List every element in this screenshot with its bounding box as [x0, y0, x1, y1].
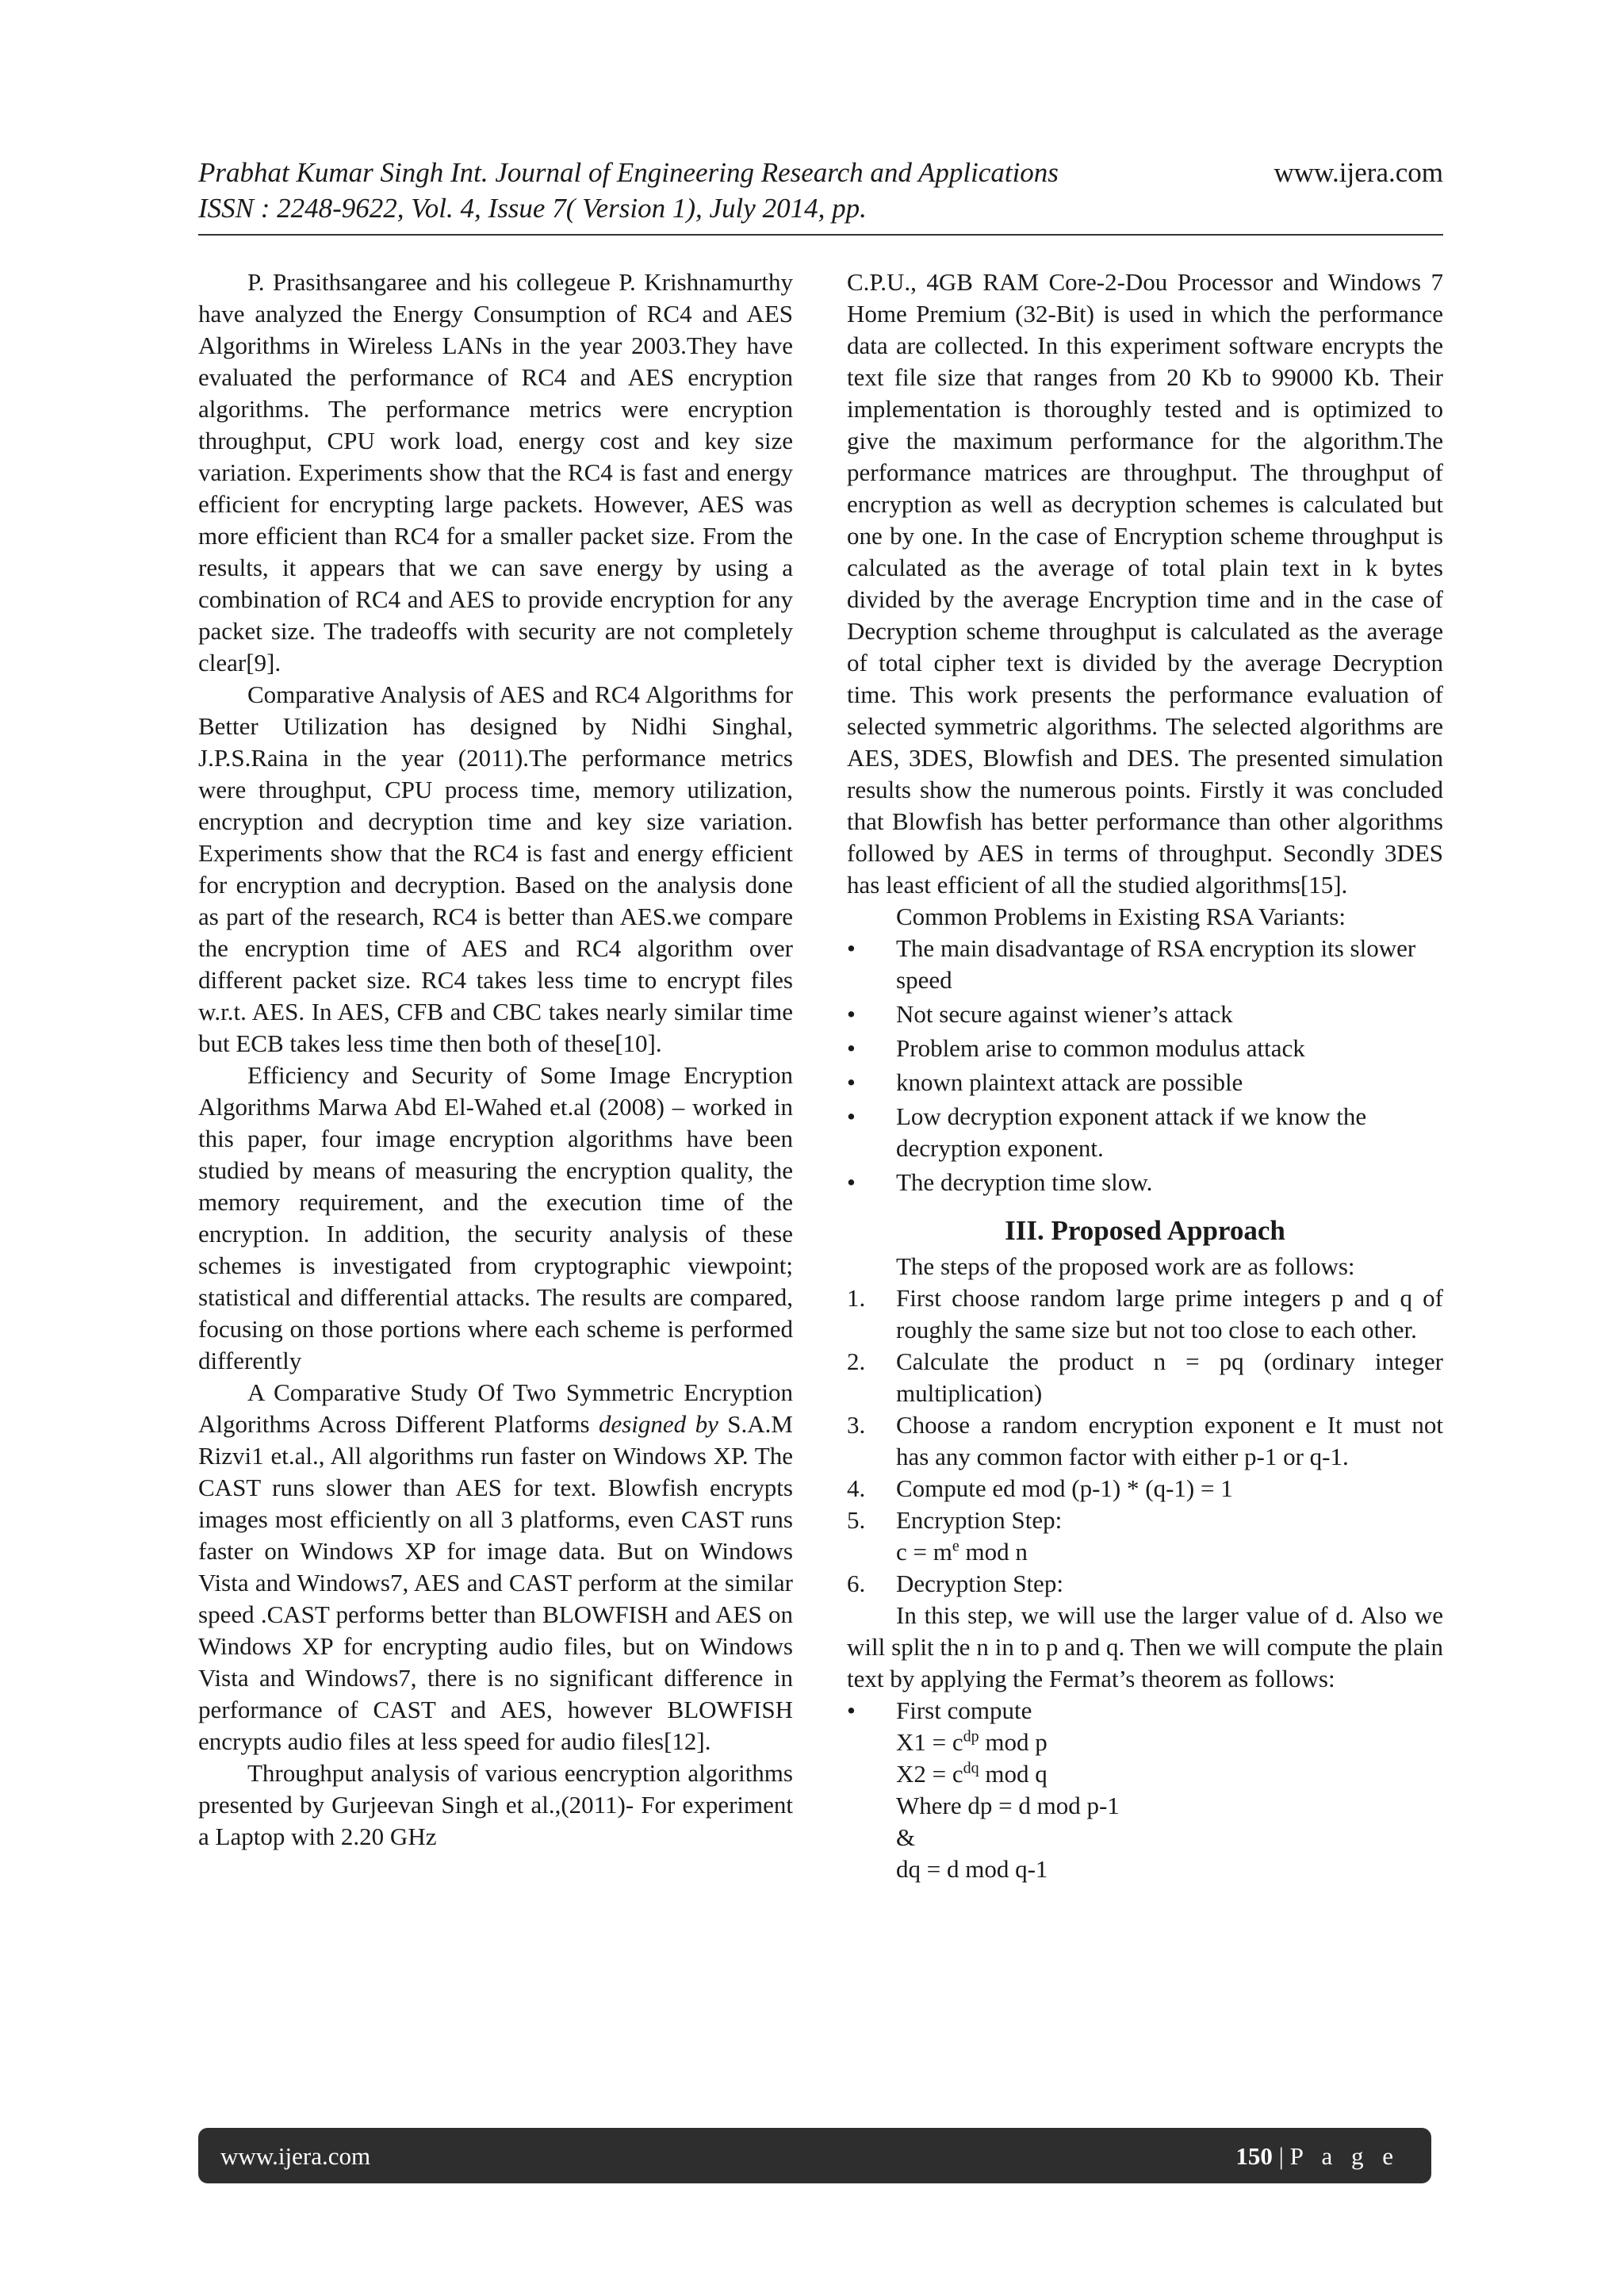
- header-website: www.ijera.com: [1274, 157, 1443, 188]
- p4-italic: designed by: [598, 1410, 718, 1438]
- step-number: 4.: [847, 1474, 866, 1502]
- footer-url: www.ijera.com: [220, 2142, 371, 2170]
- problems-list: [847, 933, 1443, 1198]
- where-dp: Where dp = d mod p-1: [896, 1792, 1120, 1819]
- paragraph-image-encryption: Efficiency and Security of Some Image Encryption Algorithms Marwa Abd El-Wahed et.al (2008) – worked in this paper, four image encryption algorithms have been studied by means of measuring the encryption quality, the memory requirement, and the execution time of the encryption. In addition, the security analysis of these schemes is investigated from cryptographic viewpoint; statistical and differential attacks. The results are compared, focusing on those portions where each scheme is performed differently: [198, 1061, 793, 1374]
- step-item: [847, 1568, 1443, 1600]
- left-column: [198, 266, 793, 1853]
- steps-list-cont: [847, 1568, 1443, 1600]
- step-number: 5.: [847, 1506, 866, 1534]
- steps-list: [847, 1282, 1443, 1536]
- step-number: 6.: [847, 1570, 866, 1597]
- dq-formula: dq = d mod q-1: [896, 1855, 1048, 1883]
- step-text: Choose a random encryption exponent e It must not has any common factor with either p-1 or q-1.: [896, 1411, 1443, 1470]
- steps-intro: The steps of the proposed work are as follows:: [896, 1252, 1355, 1280]
- encryption-formula: $c = m^e$ mod n: [896, 1537, 1028, 1566]
- section-title: III. Proposed Approach: [1005, 1215, 1285, 1246]
- page-word: P a g e: [1289, 2142, 1400, 2170]
- issn-line: ISSN : 2248-9622, Vol. 4, Issue 7( Version 1), July 2014, pp.: [198, 193, 867, 224]
- decryption-paragraph: In this step, we will use the larger value of d. Also we will split the n in to p and q. Then we will compute the plain text by applying the Fermat’s theorem as follows:: [847, 1601, 1443, 1692]
- page-footer: [198, 2128, 1431, 2183]
- paragraph-throughput-continued: C.P.U., 4GB RAM Core-2-Dou Processor and Windows 7 Home Premium (32-Bit) is used in which the performance data are collected. In this experiment software encrypts the text file size that ranges from 20 Kb to 99000 Kb. Their implementation is thoroughly tested and is optimized to give the maximum performance for the algorithm.The performance matrices are throughput. The throughput of encryption as well as decryption schemes is calculated but one by one. In the case of Encryption scheme throughput is calculated as the average of total plain text in k bytes divided by the average Encryption time and in the case of Decryption scheme throughput is calculated as the average of total cipher text is divided by the average Decryption time. This work presents the performance evaluation of selected symmetric algorithms. The selected algorithms are AES, 3DES, Blowfish and DES. The presented simulation results show the numerous points. Firstly it was concluded that Blowfish has better performance than other algorithms followed by AES in terms of throughput. Secondly 3DES has least efficient of all the studied algorithms[15].: [847, 268, 1443, 899]
- list-item: • known plaintext attack are possible: [847, 1067, 1443, 1098]
- paragraph-rc4-aes-energy: P. Prasithsangaree and his collegeue P. Krishnamurthy have analyzed the Energy Consumption of RC4 and AES Algorithms in Wireless LANs in the year 2003.They have evaluated the performance of RC4 and AES encryption algorithms. The performance metrics were encryption throughput, CPU work load, energy cost and key size variation. Experiments show that the RC4 is fast and energy efficient for encrypting large packets. However, AES was more efficient than RC4 for a smaller packet size. From the results, it appears that we can save energy by using a combination of RC4 and AES to provide encryption for any packet size. The tradeoffs with security are not completely clear[9].: [198, 268, 793, 677]
- first-compute: • First compute: [847, 1695, 1443, 1727]
- p4-rest: S.A.M Rizvi1 et.al., All algorithms run faster on Windows XP. The CAST runs slower than AES for text. Blowfish encrypts images most efficiently on all 3 platforms, even CAST runs faster on Windows XP for image data. But on Windows Vista and Windows7, AES and CAST perform at the similar speed .CAST performs better than BLOWFISH and AES on Windows XP for encrypting audio files, but on Windows Vista and Windows7, there is no significant difference in performance of CAST and AES, however BLOWFISH encrypts audio files at less speed for audio files[12].: [198, 1410, 793, 1755]
- step-number: 3.: [847, 1411, 866, 1439]
- paragraph-comparative-study: [198, 1377, 793, 1757]
- step-item: [847, 1473, 1443, 1504]
- ampersand: &: [896, 1823, 916, 1851]
- x1-formula: $X1 = c^{dp}$ mod p: [896, 1727, 1048, 1756]
- list-item: • The main disadvantage of RSA encryption its slower speed: [847, 933, 1443, 996]
- step-text: Encryption Step:: [896, 1506, 1063, 1534]
- problems-intro: Common Problems in Existing RSA Variants:: [896, 903, 1346, 930]
- paragraph-throughput-analysis: Throughput analysis of various eencryption algorithms presented by Gurjeevan Singh et al.,(2011)- For experiment a Laptop with 2.20 GHz: [198, 1759, 793, 1850]
- step-number: 2.: [847, 1347, 866, 1375]
- right-column: [847, 266, 1443, 1885]
- x2-formula: $X2 = c^{dq}$ mod q: [896, 1759, 1048, 1788]
- list-item: • Problem arise to common modulus attack: [847, 1033, 1443, 1064]
- journal-title: Prabhat Kumar Singh Int. Journal of Engineering Research and Applications: [198, 157, 1059, 188]
- list-item: • Not secure against wiener’s attack: [847, 999, 1443, 1030]
- step-item: [847, 1504, 1443, 1536]
- step-text: Calculate the product n = pq (ordinary integer multiplication): [896, 1347, 1443, 1407]
- p4-start: A Comparative Study Of Two Symmetric Encryption Algorithms Across Different Platforms: [198, 1378, 793, 1438]
- step-number: 1.: [847, 1284, 866, 1312]
- step-item: [847, 1282, 1443, 1346]
- step-item: [847, 1409, 1443, 1473]
- step-text: Decryption Step:: [896, 1570, 1063, 1597]
- step-text: Compute ed mod (p-1) * (q-1) = 1: [896, 1474, 1233, 1502]
- paragraph-comparative-analysis: Comparative Analysis of AES and RC4 Algorithms for Better Utilization has designed by Nidhi Singhal, J.P.S.Raina in the year (2011).The performance metrics were throughput, CPU process time, memory utilization, encryption and decryption time and key size variation. Experiments show that the RC4 is fast and energy efficient for encryption and decryption. Based on the analysis done as part of the research, RC4 is better than AES.we compare the encryption time of AES and RC4 algorithm over different packet size. RC4 takes less time to encrypt files w.r.t. AES. In AES, CFB and CBC takes nearly similar time but ECB takes less time then both of these[10].: [198, 680, 793, 1057]
- step-text: First choose random large prime integers p and q of roughly the same size but not too close to each other.: [896, 1284, 1443, 1343]
- list-item: • Low decryption exponent attack if we know the decryption exponent.: [847, 1101, 1443, 1164]
- page-number: 150: [1235, 2142, 1273, 2170]
- step-item: [847, 1346, 1443, 1409]
- list-item: • The decryption time slow.: [847, 1167, 1443, 1198]
- page-header: [198, 155, 1443, 236]
- page-number-label: 150 | P a g e: [1235, 2142, 1400, 2170]
